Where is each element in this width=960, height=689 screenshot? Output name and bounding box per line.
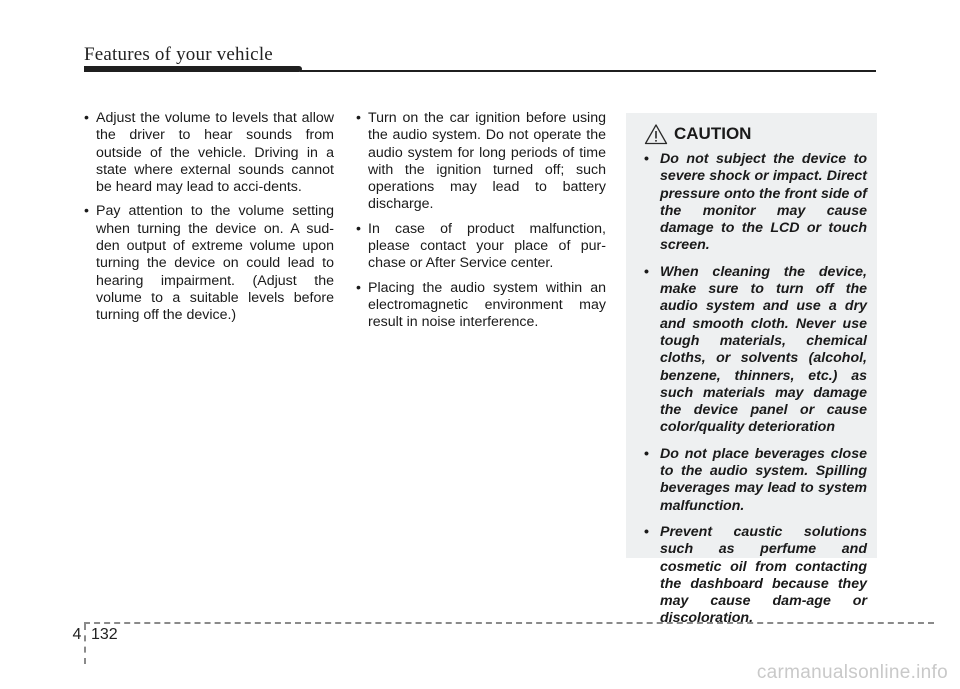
caution-header: [644, 123, 867, 145]
list-item: • Pay attention to the volume setting when turning the device on. A sud-den output of extreme volume upon turning the device on could lead to hearing impairment. (Adjust the volume to a suitable levels before turning off the device.): [80, 203, 334, 324]
left-column: [80, 110, 334, 332]
watermark: carmanualsonline.info: [756, 662, 948, 683]
middle-column: [352, 110, 606, 339]
page-number-divider: [84, 624, 86, 664]
caution-item: • Do not place beverages close to the audio system. Spilling beverages may lead to system malfunction.: [640, 446, 867, 515]
caution-title: CAUTION: [674, 124, 752, 143]
warning-triangle-icon: [644, 123, 668, 145]
list-item: • Adjust the volume to levels that allow the driver to hear sounds from outside of the vehicle. Driving in a state where external sounds cannot be heard may lead to acci-dents.: [80, 110, 334, 196]
caution-item: • Do not subject the device to severe shock or impact. Direct pressure onto the front side of the monitor may cause damage to the LCD or touch screen.: [640, 151, 867, 255]
list-item: • Placing the audio system within an electromagnetic environment may result in noise interference.: [352, 280, 606, 332]
caution-item: • Prevent caustic solutions such as perfume and cosmetic oil from contacting the dashboard because they may cause dam-age or discoloration.: [640, 524, 867, 628]
header-rule: [300, 70, 876, 72]
chapter-number: 4: [72, 626, 82, 643]
page-number: 132: [91, 626, 118, 643]
page-header-title: Features of your vehicle: [84, 44, 273, 65]
list-item: • Turn on the car ignition before using the audio system. Do not operate the audio system for long periods of time with the ignition turned off; such operations may lead to battery discharge.: [352, 110, 606, 214]
header-bar: [84, 66, 302, 72]
footer-rule: [84, 622, 934, 624]
caution-item: • When cleaning the device, make sure to turn off the audio system and use a dry and smooth cloth. Never use tough materials, chemical cloths, or solvents (alcohol, benzene, thinners, etc.) as such materials may damage the device panel or cause color/quality deterioration: [640, 264, 867, 437]
caution-box: [626, 113, 877, 627]
list-item: • In case of product malfunction, please contact your place of pur-chase or After Service center.: [352, 221, 606, 273]
